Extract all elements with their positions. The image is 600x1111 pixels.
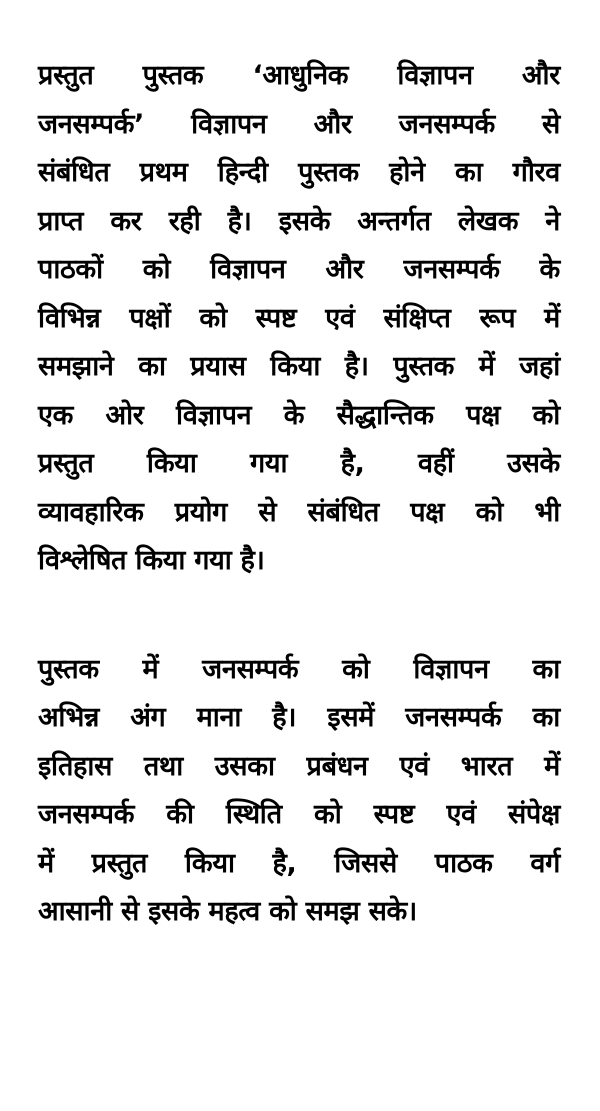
text-line: व्यावहारिक प्रयोग से संबंधित पक्ष को भी — [38, 496, 560, 528]
text-line: जनसम्पर्क’ विज्ञापन और जनसम्पर्क से — [38, 108, 560, 140]
text-line: एक ओर विज्ञापन के सैद्धान्तिक पक्ष को — [38, 399, 560, 431]
text-line: समझाने का प्रयास किया है। पुस्तक में जहां — [38, 351, 560, 382]
paragraph-2 — [38, 646, 560, 937]
text-line: विश्लेषित किया गया है। — [38, 545, 265, 576]
text-line: प्रस्तुत पुस्तक ‘आधुनिक विज्ञापन और — [38, 60, 560, 91]
document-page — [38, 52, 560, 937]
text-line: विभिन्न पक्षों को स्पष्ट एवं संक्षिप्त रूप में — [38, 302, 560, 334]
text-line: प्राप्त कर रही है। इसके अन्तर्गत लेखक ने — [38, 205, 560, 237]
text-line: अभिन्न अंग माना है। इसमें जनसम्पर्क का — [38, 702, 560, 733]
text-line: में प्रस्तुत किया है, जिससे पाठक वर्ग — [38, 847, 560, 879]
text-line: जनसम्पर्क की स्थिति को स्पष्ट एवं संपेक्ष — [38, 799, 560, 830]
text-line: इतिहास तथा उसका प्रबंधन एवं भारत में — [38, 750, 560, 782]
text-line: पाठकों को विज्ञापन और जनसम्पर्क के — [38, 254, 560, 285]
text-line: संबंधित प्रथम हिन्दी पुस्तक होने का गौरव — [38, 157, 560, 188]
text-line: प्रस्तुत किया गया है, वहीं उसके — [38, 448, 560, 479]
text-line: आसानी से इसके महत्व को समझ सके। — [38, 896, 417, 927]
paragraph-1 — [38, 52, 560, 586]
text-line: पुस्तक में जनसम्पर्क को विज्ञापन का — [38, 653, 560, 685]
